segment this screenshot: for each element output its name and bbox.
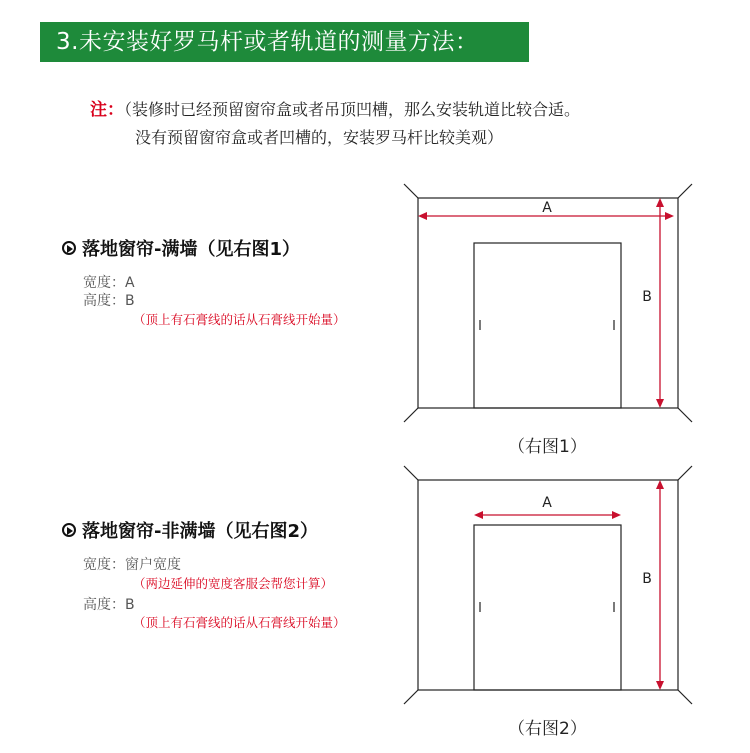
note-line-1: （装修时已经预留窗帘盒或者吊顶凹槽，那么安装轨道比较合适。 bbox=[124, 100, 581, 119]
diagram-2-caption: （右图2） bbox=[508, 719, 587, 739]
section-1-height-note: （顶上有石膏线的话从石膏线开始量） bbox=[133, 312, 346, 327]
label-b: B bbox=[642, 289, 652, 305]
section-1-title bbox=[62, 235, 300, 261]
label-a: A bbox=[542, 495, 552, 511]
section-banner: 3.未安装好罗马杆或者轨道的测量方法： bbox=[40, 22, 529, 62]
diagram-1-full-wall bbox=[400, 180, 700, 430]
section-2-width-note: （两边延伸的宽度客服会帮您计算） bbox=[133, 576, 334, 591]
section-2-height-note: （顶上有石膏线的话从石膏线开始量） bbox=[133, 615, 346, 630]
section-2-title-text: 落地窗帘-非满墙（见右图2） bbox=[82, 521, 318, 542]
section-1-height: 高度：B bbox=[83, 293, 135, 309]
label-a: A bbox=[542, 200, 552, 216]
section-1-width: 宽度：A bbox=[83, 275, 135, 291]
diagram-2-partial-wall bbox=[400, 462, 700, 712]
section-2-width: 宽度：窗户宽度 bbox=[83, 557, 181, 573]
window-frame bbox=[474, 525, 621, 690]
section-1-title-text: 落地窗帘-满墙（见右图1） bbox=[82, 239, 300, 260]
wall-outline bbox=[418, 480, 678, 690]
wall-outline bbox=[418, 198, 678, 408]
section-2-title bbox=[62, 517, 318, 543]
circle-arrow-icon bbox=[62, 241, 76, 255]
label-b: B bbox=[642, 571, 652, 587]
section-2-height: 高度：B bbox=[83, 597, 135, 613]
note-prefix: 注： bbox=[90, 100, 124, 120]
note-line-2: 没有预留窗帘盒或者凹槽的，安装罗马杆比较美观） bbox=[135, 128, 504, 147]
window-frame bbox=[474, 243, 621, 408]
installation-note bbox=[90, 96, 580, 152]
circle-arrow-icon bbox=[62, 523, 76, 537]
diagram-1-caption: （右图1） bbox=[508, 437, 587, 457]
